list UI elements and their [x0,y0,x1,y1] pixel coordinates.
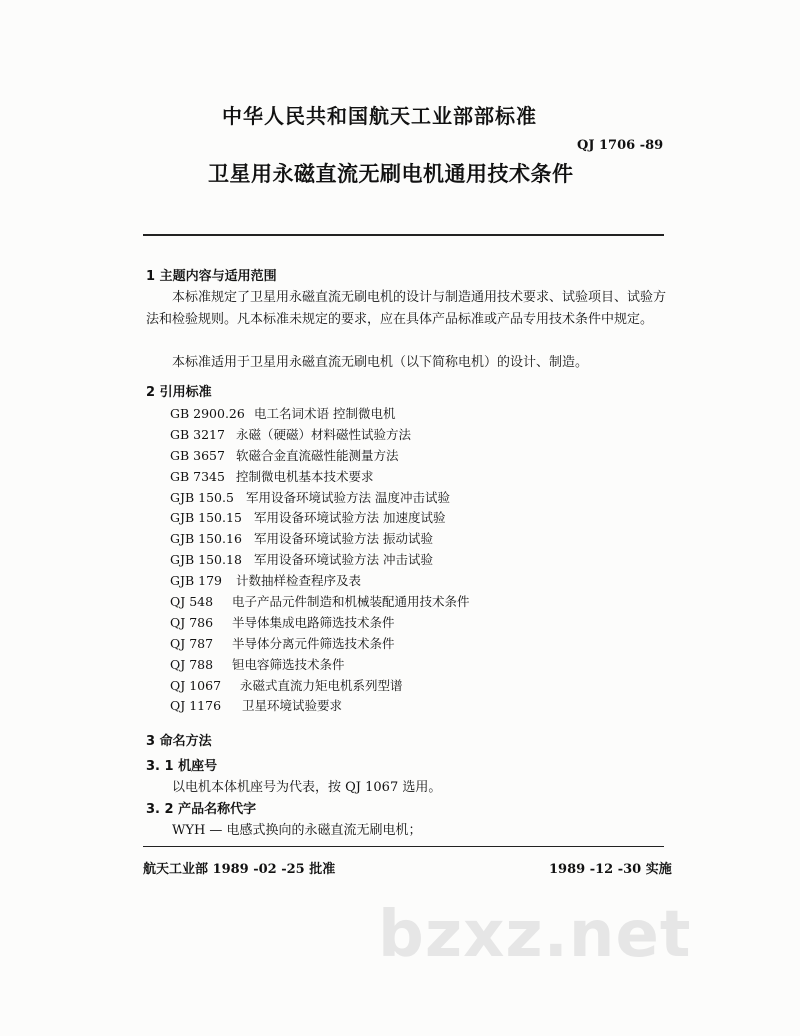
document-title: 卫星用永磁直流无刷电机通用技术条件 [208,162,574,186]
section-1-heading: 1 主题内容与适用范围 [146,269,277,284]
reference-item: GJB 150.16 军用设备环境试验方法 振动试验 [170,531,433,547]
section-2-heading: 2 引用标准 [146,385,212,400]
section-3-1-text: 以电机本体机座号为代表，按 QJ 1067 选用。 [172,780,442,795]
reference-item: GJB 150.18 军用设备环境试验方法 冲击试验 [170,552,433,568]
reference-item: QJ 1067 永磁式直流力矩电机系列型谱 [170,677,403,693]
section-3-heading: 3 命名方法 [146,734,212,749]
reference-item: GB 3217 永磁（硬磁）材料磁性试验方法 [170,426,412,442]
section-1-paragraph-1: 本标准规定了卫星用永磁直流无刷电机的设计与制造通用技术要求、试验项目、试验方法和检验规则。凡本标准未规定的要求，应在具体产品标准或产品专用技术条件中规定。 [146,290,667,327]
approval-date: 航天工业部 1989 -02 -25 批准 [143,862,336,877]
reference-item: GB 2900.26 电工名词术语 控制微电机 [170,406,396,421]
reference-item: QJ 787 半导体分离元件筛选技术条件 [170,635,395,651]
reference-item: GJB 150.5 军用设备环境试验方法 温度冲击试验 [170,489,450,505]
reference-item: QJ 788 钽电容筛选技术条件 [170,656,345,672]
footer-divider [143,846,664,847]
section-3-1-heading: 3. 1 机座号 [146,759,218,774]
section-3-2-text: WYH — 电感式换向的永磁直流无刷电机； [172,823,422,838]
reference-item: QJ 1176 卫星环境试验要求 [170,698,343,714]
section-3-2-heading: 3. 2 产品名称代字 [146,802,257,817]
issuing-organization: 中华人民共和国航天工业部部标准 [222,104,537,128]
reference-item: GJB 150.15 军用设备环境试验方法 加速度试验 [170,510,446,526]
header-divider [143,234,664,236]
site-watermark: bzxz.net [378,898,692,972]
reference-item: GB 7345 控制微电机基本技术要求 [170,468,374,484]
reference-item: QJ 548 电子产品元件制造和机械装配通用技术条件 [170,594,470,610]
effective-date: 1989 -12 -30 实施 [549,862,672,877]
reference-item: QJ 786 半导体集成电路筛选技术条件 [170,614,395,630]
section-1-paragraph-2: 本标准适用于卫星用永磁直流无刷电机（以下简称电机）的设计、制造。 [172,355,589,370]
reference-item: GJB 179 计数抽样检查程序及表 [170,573,362,589]
reference-item: GB 3657 软磁合金直流磁性能测量方法 [170,447,399,463]
reference-list [170,404,470,717]
standard-number: QJ 1706 -89 [577,138,664,153]
